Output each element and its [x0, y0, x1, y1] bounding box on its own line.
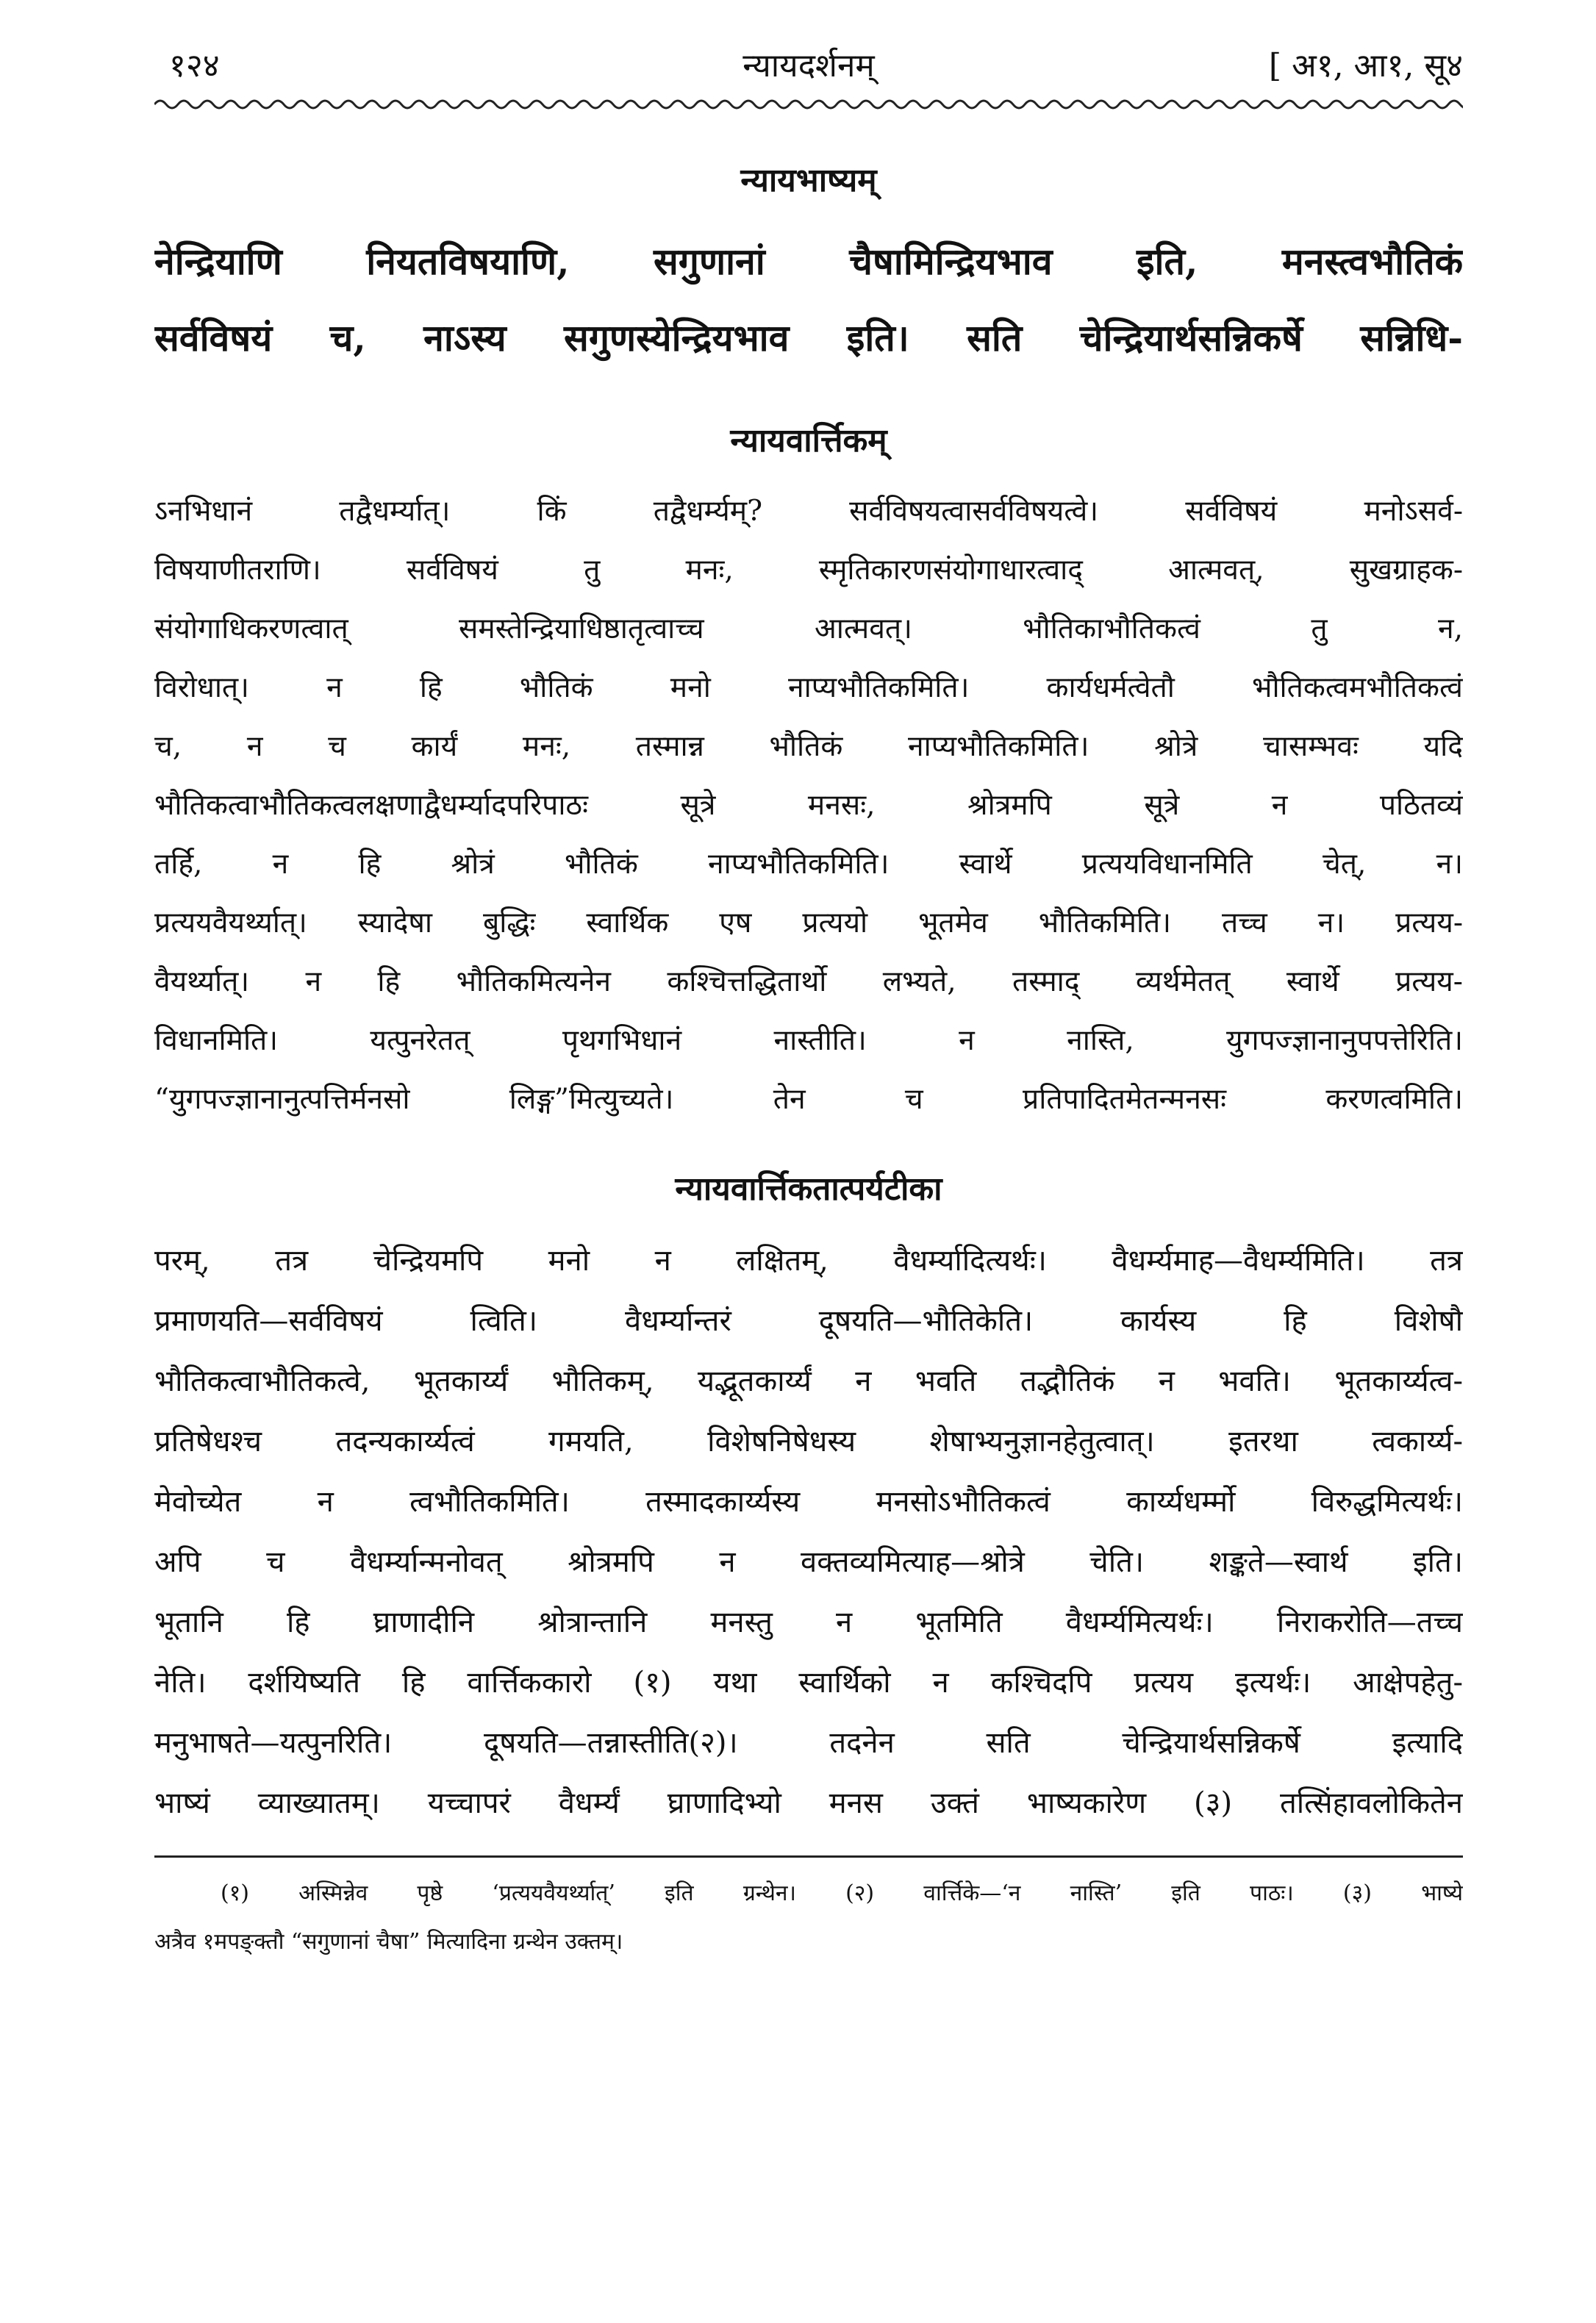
page: [154, 37, 1463, 2286]
vartika-heading: न्यायवार्त्तिकम्: [730, 422, 887, 459]
bhashya-text: [154, 223, 1463, 376]
vartika-line: संयोगाधिकरणत्वात् समस्तेन्द्रियाधिष्ठातृत्वाच्च आत्मवत्। भौतिकाभौतिकत्वं तु न,: [154, 612, 1463, 645]
vartika-line: विधानमिति। यत्पुनरेतत् पृथगभिधानं नास्तीति। न नास्ति, युगपज्ज्ञानानुपपत्तेरिति।: [154, 1024, 1463, 1057]
vartika-line: ऽनभिधानं तद्वैधर्म्यात्। किं तद्वैधर्म्यम्? सर्वविषयत्वासर्वविषयत्वे। सर्वविषयं मनोऽसर्व-: [154, 495, 1463, 528]
vartika-line: वैयर्थ्यात्। न हि भौतिकमित्यनेन कश्चित्तद्धितार्थो लभ्यते, तस्माद् व्यर्थमेतत् स्वार्थे प्रत्यय-: [154, 965, 1463, 998]
running-title: न्यायदर्शनम्: [742, 47, 875, 85]
footnotes: [154, 1869, 1463, 1966]
footnote-line: अत्रैव १मपङ्क्तौ “सगुणानां चैषा” मित्यादिना ग्रन्थेन उक्तम्।: [154, 1929, 623, 1955]
vartika-line: प्रत्ययवैयर्थ्यात्। स्यादेषा बुद्धिः स्वार्थिक एष प्रत्ययो भूतमेव भौतिकमिति। तच्च न। प्रत्यय-: [154, 906, 1463, 939]
running-head: [154, 37, 1463, 96]
vartika-line: “युगपज्ज्ञानानुत्पत्तिर्मनसो लिङ्ग”मित्युच्यते। तेन च प्रतिपादितमेतन्मनसः करणत्वमिति।: [154, 1083, 1463, 1116]
vartika-line: तर्हि, न हि श्रोत्रं भौतिकं नाप्यभौतिकमिति। स्वार्थे प्रत्ययविधानमिति चेत्, न।: [154, 848, 1463, 881]
tika-line: अपि च वैधर्म्यान्मनोवत् श्रोत्रमपि न वक्तव्यमित्याह—श्रोत्रे चेति। शङ्कते—स्वार्थ इति।: [154, 1545, 1463, 1579]
tika-line: मनुभाषते—यत्पुनरिति। दूषयति—तन्नास्तीति(२)। तदनेन सति चेन्द्रियार्थसन्निकर्षे इत्यादि: [154, 1726, 1463, 1760]
tika-line: परम्, तत्र चेन्द्रियमपि मनो न लक्षितम्, वैधर्म्यादित्यर्थः। वैधर्म्यमाह—वैधर्म्यमिति। तत्र: [154, 1244, 1463, 1278]
wavy-rule-divider: [154, 96, 1463, 113]
vartika-line: विषयाणीतराणि। सर्वविषयं तु मनः, स्मृतिकारणसंयोगाधारत्वाद् आत्मवत्, सुखग्राहक-: [154, 554, 1463, 587]
bhashya-heading: न्यायभाष्यम्: [740, 162, 877, 199]
tika-line: भौतिकत्वाभौतिकत्वे, भूतकार्य्यं भौतिकम्, यद्भूतकार्य्यं न भवति तद्भौतिकं न भवति। भूतकार्य्यत्व-: [154, 1364, 1463, 1398]
tika-line: मेवोच्येत न त्वभौतिकमिति। तस्मादकार्य्यस्य मनसोऽभौतिकत्वं कार्य्यधर्म्मो विरुद्धमित्यर्थः।: [154, 1485, 1463, 1519]
footnote-rule: [154, 1855, 1463, 1858]
footnote-line: (१) अस्मिन्नेव पृष्ठे ‘प्रत्ययवैयर्थ्यात्’ इति ग्रन्थेन। (२) वार्त्तिके—‘न नास्ति’ इति पाठः। (३) भाष्ये: [221, 1880, 1463, 1906]
bhashya-line: सर्वविषयं च, नाऽस्य सगुणस्येन्द्रियभाव इति। सति चेन्द्रियार्थसन्निकर्षे सन्निधि-: [154, 316, 1463, 359]
tika-line: भूतानि हि घ्राणादीनि श्रोत्रान्तानि मनस्तु न भूतमिति वैधर्म्यमित्यर्थः। निराकरोति—तच्च: [154, 1606, 1463, 1639]
vartika-line: च, न च कार्यं मनः, तस्मान्न भौतिकं नाप्यभौतिकमिति। श्रोत्रे चासम्भवः यदि: [154, 730, 1463, 763]
page-number: १२४: [169, 47, 220, 85]
vartika-line: विरोधात्। न हि भौतिकं मनो नाप्यभौतिकमिति। कार्यधर्मत्वेतौ भौतिकत्वमभौतिकत्वं: [154, 671, 1463, 704]
tika-line: भाष्यं व्याख्यातम्। यच्चापरं वैधर्म्यं घ्राणादिभ्यो मनस उक्तं भाष्यकारेण (३) तत्सिंहावलोकितेन: [154, 1786, 1463, 1820]
tika-line: नेति। दर्शयिष्यति हि वार्त्तिककारो (१) यथा स्वार्थिको न कश्चिदपि प्रत्यय इत्यर्थः। आक्षेपहेतु-: [154, 1666, 1463, 1700]
vartika-line: भौतिकत्वाभौतिकत्वलक्षणाद्वैधर्म्यादपरिपाठः सूत्रे मनसः, श्रोत्रमपि सूत्रे न पठितव्यं: [154, 789, 1463, 822]
section-reference: [ अ१, आ१, सू४: [1268, 47, 1463, 85]
tika-line: प्रमाणयति—सर्वविषयं त्विति। वैधर्म्यान्तरं दूषयति—भौतिकेति। कार्यस्य हि विशेषौ: [154, 1304, 1463, 1338]
vartika-text: [154, 482, 1463, 1129]
bhashya-line: नेन्द्रियाणि नियतविषयाणि, सगुणानां चैषामिन्द्रियभाव इति, मनस्त्वभौतिकं: [154, 240, 1463, 283]
tika-line: प्रतिषेधश्च तदन्यकार्य्यत्वं गमयति, विशेषनिषेधस्य शेषाभ्यनुज्ञानहेतुत्वात्। इतरथा त्वकार्य्य-: [154, 1425, 1463, 1458]
tika-heading: न्यायवार्त्तिकतात्पर्यटीका: [675, 1170, 942, 1208]
tika-text: [154, 1231, 1463, 1833]
